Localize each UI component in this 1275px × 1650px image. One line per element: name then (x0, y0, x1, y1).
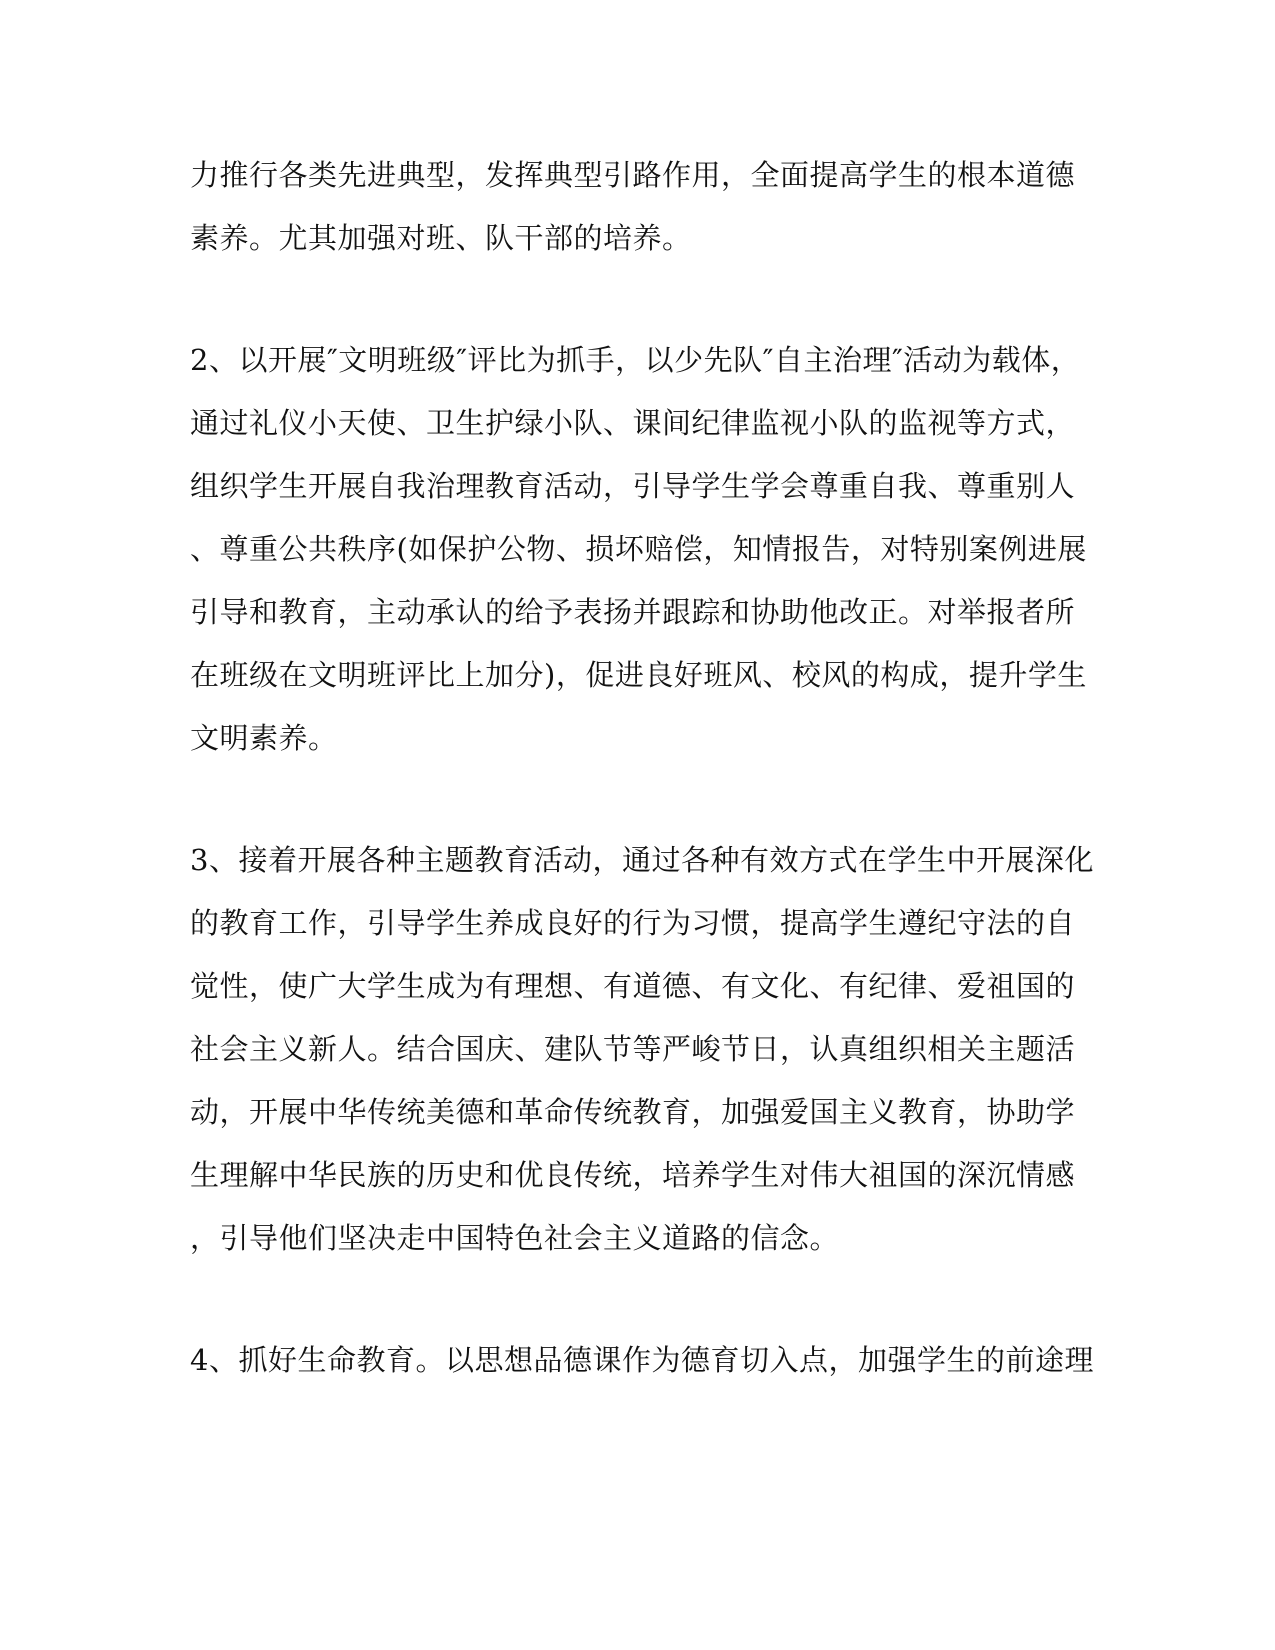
paragraph-line: 4、抓好生命教育。以思想品德课作为德育切入点，加强学生的前途理 (190, 1343, 1094, 1377)
paragraph-line: 社会主义新人。结合国庆、建队节等严峻节日，认真组织相关主题活 (190, 1032, 1076, 1066)
paragraph-line: 组织学生开展自我治理教育活动，引导学生学会尊重自我、尊重别人 (190, 469, 1076, 503)
paragraph-line: 力推行各类先进典型，发挥典型引路作用，全面提高学生的根本道德 (190, 158, 1076, 192)
paragraph-line: 生理解中华民族的历史和优良传统，培养学生对伟大祖国的深沉情感 (190, 1158, 1076, 1192)
paragraph-line: 2、以开展″文明班级″评比为抓手，以少先队″自主治理″活动为载体， (190, 343, 1081, 377)
paragraph-line: 动，开展中华传统美德和革命传统教育，加强爱国主义教育，协助学 (190, 1095, 1076, 1129)
paragraph-line: 通过礼仪小天使、卫生护绿小队、课间纪律监视小队的监视等方式， (190, 406, 1076, 440)
paragraph-line: 素养。尤其加强对班、队干部的培养。 (190, 221, 692, 255)
paragraph-line: 的教育工作，引导学生养成良好的行为习惯，提高学生遵纪守法的自 (190, 906, 1076, 940)
paragraph-line: ，引导他们坚决走中国特色社会主义道路的信念。 (190, 1221, 840, 1255)
paragraph-line: 在班级在文明班评比上加分)，促进良好班风、校风的构成，提升学生 (190, 658, 1087, 692)
paragraph-line: 3、接着开展各种主题教育活动，通过各种有效方式在学生中开展深化 (190, 843, 1094, 877)
paragraph-line: 、尊重公共秩序(如保护公物、损坏赔偿，知情报告，对特别案例进展 (190, 532, 1087, 566)
paragraph-line: 文明素养。 (190, 721, 338, 755)
paragraph-line: 觉性，使广大学生成为有理想、有道德、有文化、有纪律、爱祖国的 (190, 969, 1076, 1003)
paragraph-line: 引导和教育，主动承认的给予表扬并跟踪和协助他改正。对举报者所 (190, 595, 1076, 629)
